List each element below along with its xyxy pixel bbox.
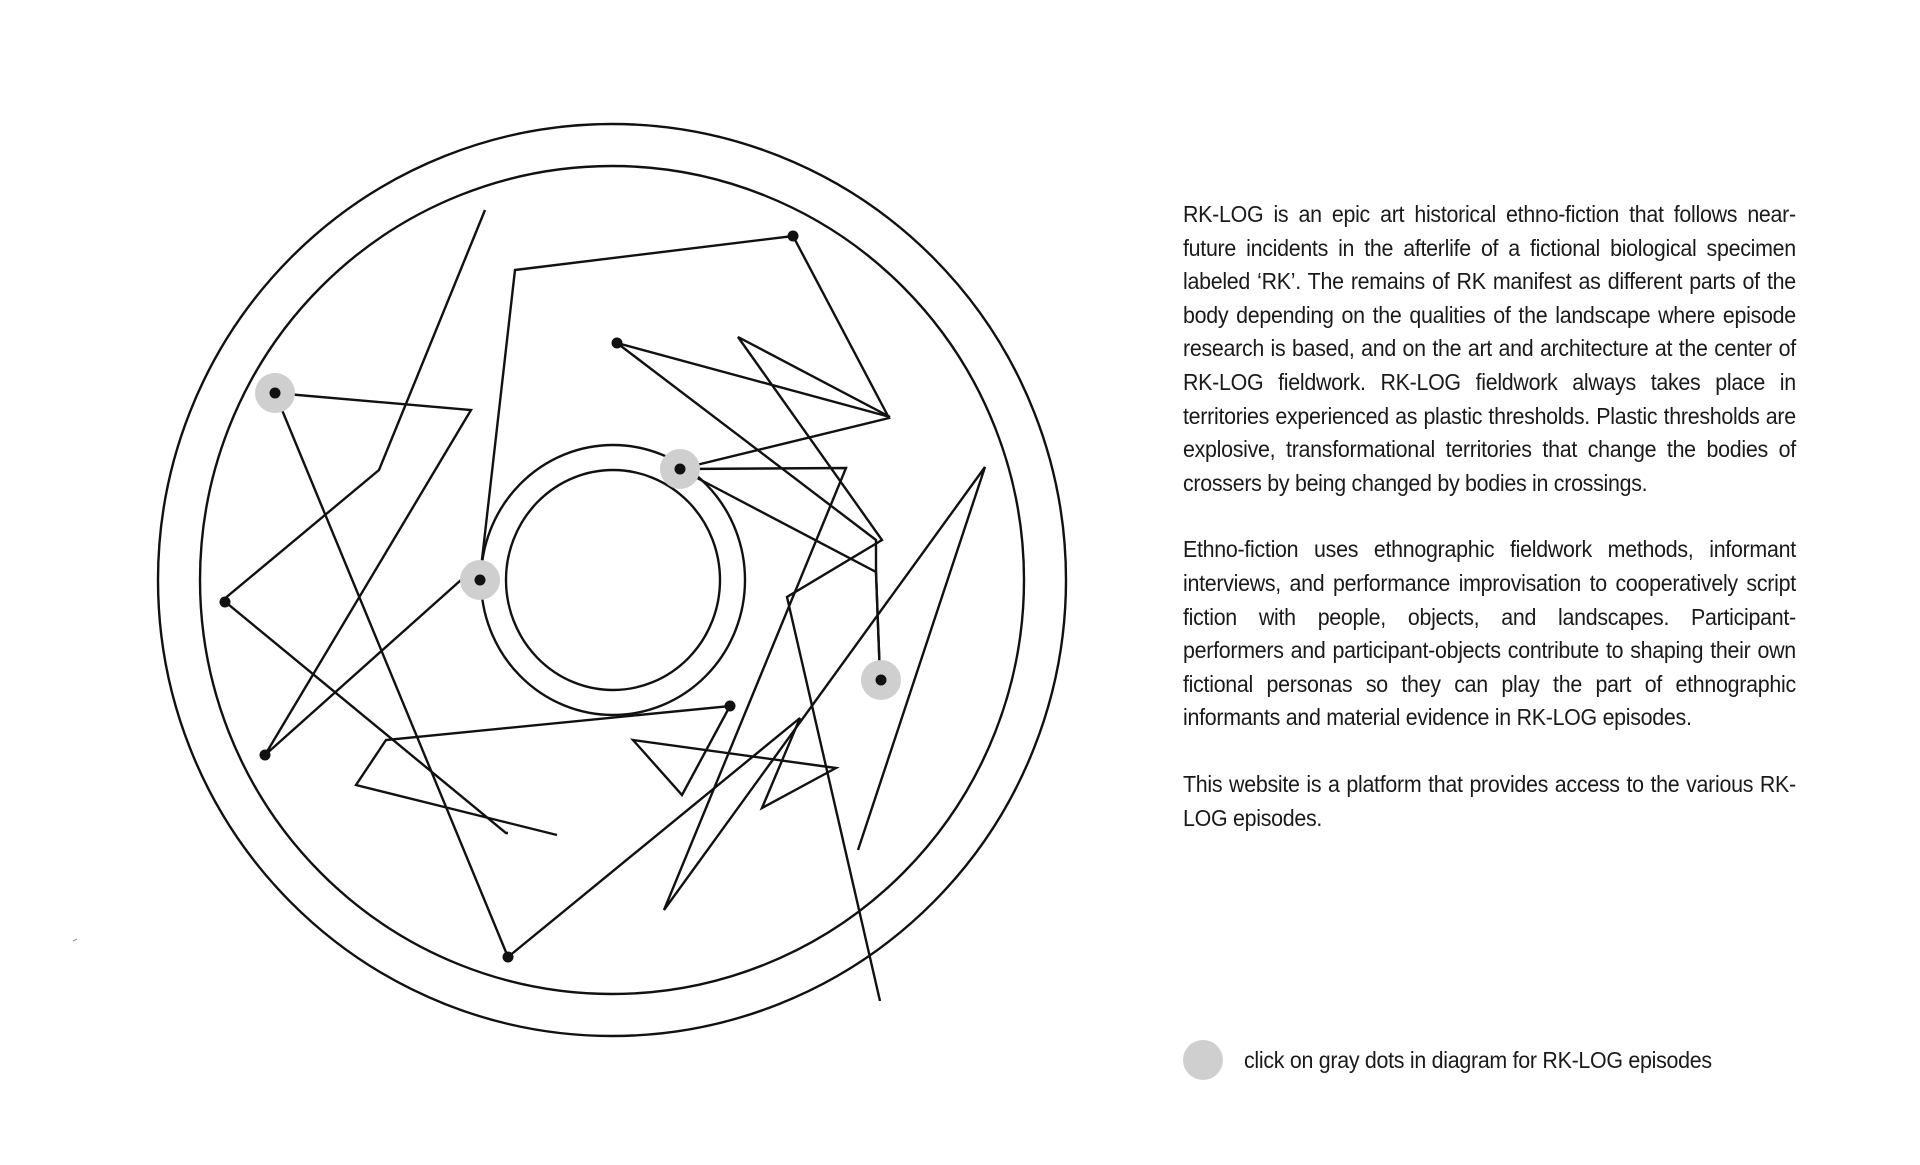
path-5 [617,343,880,677]
path-3 [275,393,836,957]
outer-ring [158,124,1066,1036]
path-4 [617,337,890,1001]
legend [1183,1040,1747,1080]
inner-ring-outer [481,445,745,715]
node-dot [270,388,281,399]
node-dot [612,338,623,349]
intro-text [1183,198,1796,868]
stray-mark [73,939,77,941]
intro-paragraph-2: Ethno-fiction uses ethnographic fieldwork methods, informant interviews, and performance improvisation to cooperatively script fiction with people, objects, and landscapes. Participant-performers and participant-objects contribute to shaping their own fictional personas so they can play the part of ethnographic informants and material evidence in RK-LOG episodes. [1183,536,1796,731]
node-dot [725,701,736,712]
inner-ring-inner [506,470,720,690]
node-dot [675,464,686,475]
intro-paragraph-1: RK-LOG is an epic art historical ethno-fiction that follows near-future incidents in the afterlife of a fictional biological specimen labeled ‘RK’. The remains of RK manifest as different parts of the body depending on the qualities of the landscape where episode research is based, and on the art and architecture at the center of RK-LOG fieldwork. RK-LOG fieldwork always takes place in territories experienced as plastic thresholds. Plastic thresholds are explosive, transformational territories that change the bodies of crossers by being changed by bodies in crossings. [1183,201,1796,496]
node-dot [503,952,514,963]
node-dot [475,575,486,586]
path-7 [680,469,880,678]
path-1 [223,210,508,833]
legend-text: click on gray dots in diagram for RK-LOG episodes [1244,1046,1712,1073]
intro-paragraph-3: This website is a platform that provides access to the various RK-LOG episodes. [1183,770,1796,831]
node-dot [788,231,799,242]
node-dot [260,750,271,761]
node-dot [876,675,887,686]
legend-gray-dot-icon [1183,1040,1223,1080]
node-dot [220,597,231,608]
path-6 [480,236,985,910]
middle-ring [200,166,1024,994]
